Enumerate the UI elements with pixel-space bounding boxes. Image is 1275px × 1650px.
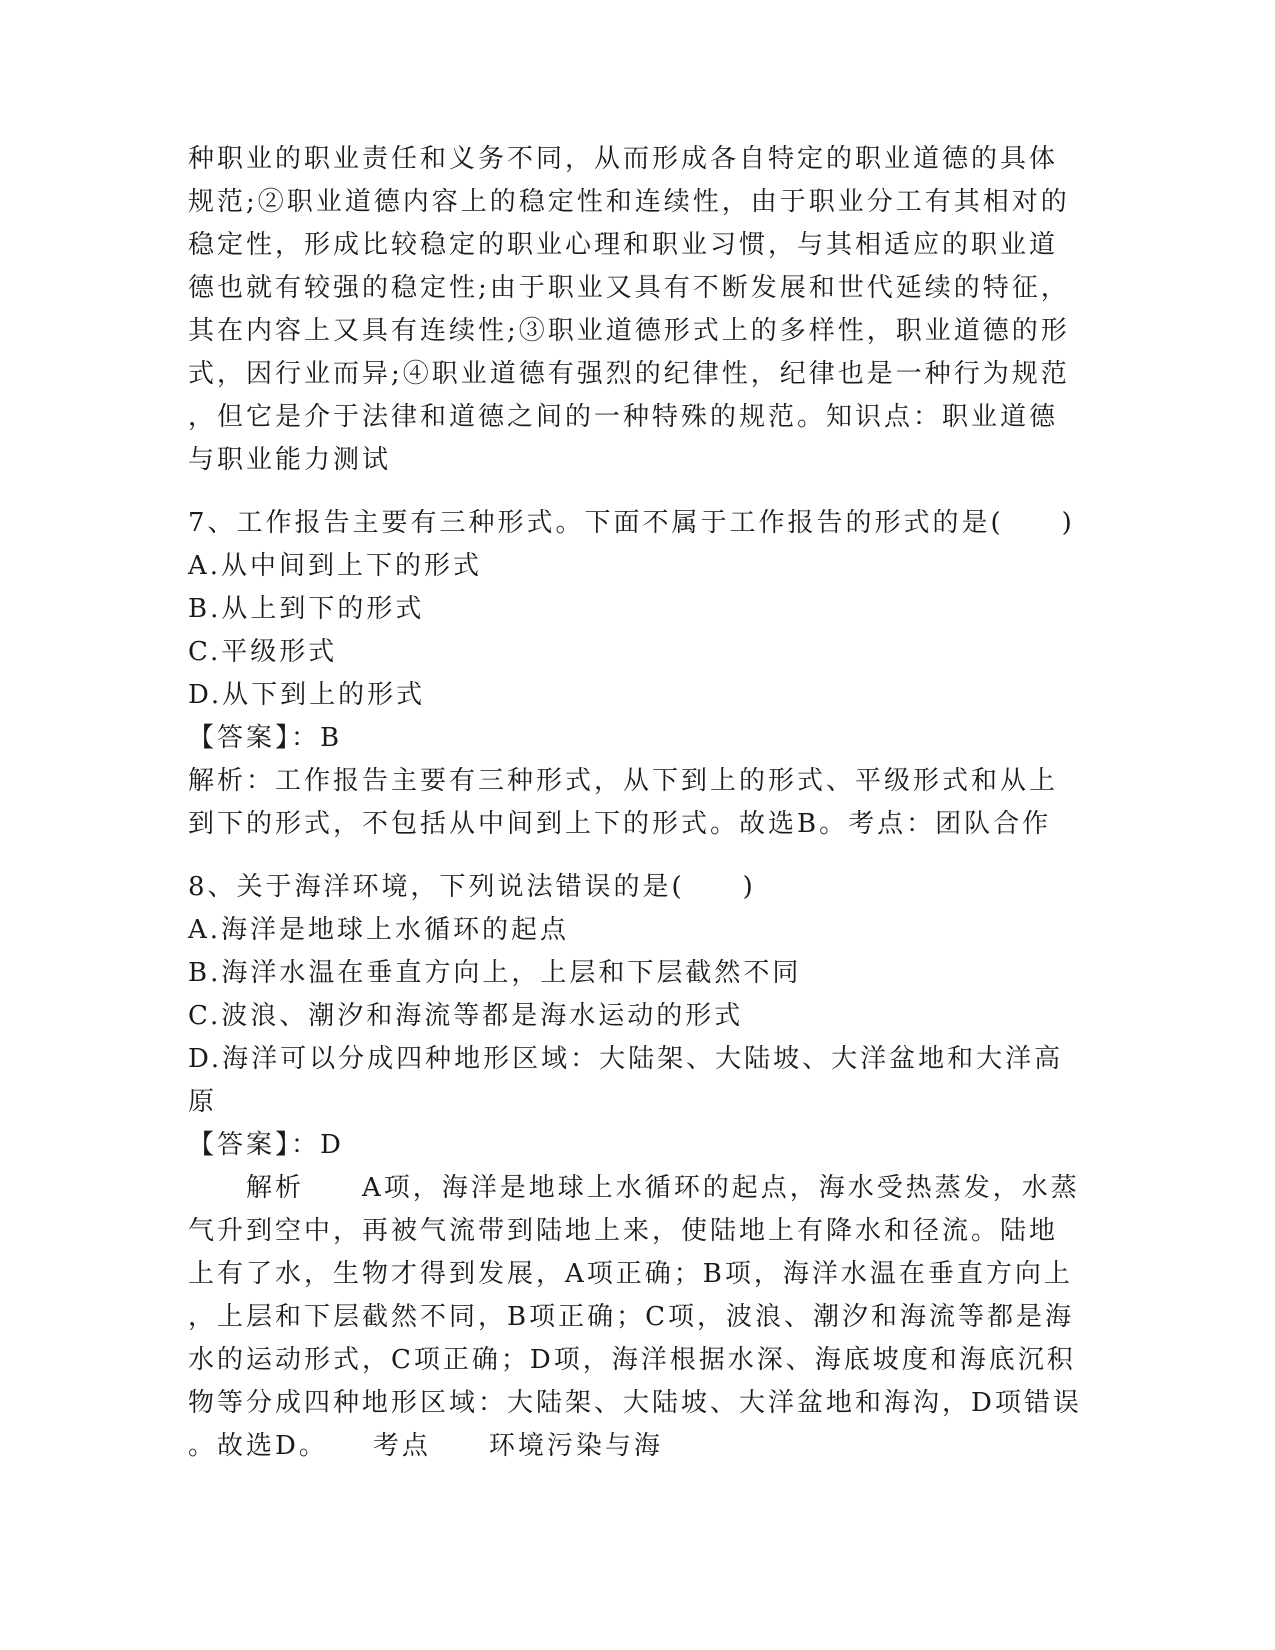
previous-explanation xyxy=(188,138,1088,482)
analysis-line: 水的运动形式，C项正确；D项，海洋根据水深、海底坡度和海底沉积 xyxy=(188,1345,1076,1375)
analysis-line: ，上层和下层截然不同，B项正确；C项，波浪、潮汐和海流等都是海 xyxy=(188,1302,1075,1332)
question-stem: 7、工作报告主要有三种形式。下面不属于工作报告的形式的是( ) xyxy=(188,508,1075,538)
answer: 【答案】：B xyxy=(188,723,343,753)
text-line: ，但它是介于法律和道德之间的一种特殊的规范。知识点：职业道德 xyxy=(188,402,1059,432)
spacer xyxy=(188,482,1088,502)
question-8 xyxy=(188,866,1088,1468)
analysis-line: 。故选D。 考点 环境污染与海 xyxy=(188,1431,663,1461)
text-line: 其在内容上又具有连续性;③职业道德形式上的多样性，职业道德的形 xyxy=(188,316,1070,346)
analysis-line: 解析：工作报告主要有三种形式，从下到上的形式、平级形式和从上 xyxy=(188,766,1059,796)
option-c: C.波浪、潮汐和海流等都是海水运动的形式 xyxy=(188,1001,744,1031)
option-d: D.从下到上的形式 xyxy=(188,680,426,710)
question-stem: 8、关于海洋环境，下列说法错误的是( ) xyxy=(188,872,756,902)
option-c: C.平级形式 xyxy=(188,637,338,667)
analysis-line: 到下的形式，不包括从中间到上下的形式。故选B。考点：团队合作 xyxy=(188,809,1052,839)
document-page xyxy=(188,138,1088,1468)
option-a: A.从中间到上下的形式 xyxy=(188,551,483,581)
answer: 【答案】：D xyxy=(188,1130,344,1160)
text-line: 种职业的职业责任和义务不同，从而形成各自特定的职业道德的具体 xyxy=(188,144,1059,174)
text-line: 式，因行业而异;④职业道德有强烈的纪律性，纪律也是一种行为规范 xyxy=(188,359,1070,389)
option-d: D.海洋可以分成四种地形区域：大陆架、大陆坡、大洋盆地和大洋高 xyxy=(188,1044,1064,1074)
analysis-line: 上有了水，生物才得到发展，A项正确；B项，海洋水温在垂直方向上 xyxy=(188,1259,1073,1289)
analysis-line: 物等分成四种地形区域：大陆架、大陆坡、大洋盆地和海沟，D项错误 xyxy=(188,1388,1082,1418)
text-line: 与职业能力测试 xyxy=(188,445,392,475)
text-line: 规范;②职业道德内容上的稳定性和连续性，由于职业分工有其相对的 xyxy=(188,187,1070,217)
text-line: 德也就有较强的稳定性;由于职业又具有不断发展和世代延续的特征， xyxy=(188,273,1070,303)
option-b: B.海洋水温在垂直方向上，上层和下层截然不同 xyxy=(188,958,802,988)
question-7 xyxy=(188,502,1088,846)
spacer xyxy=(188,846,1088,866)
text-line: 稳定性，形成比较稳定的职业心理和职业习惯，与其相适应的职业道 xyxy=(188,230,1059,260)
analysis-line: 解析 A项，海洋是地球上水循环的起点，海水受热蒸发，水蒸 xyxy=(188,1173,1080,1203)
option-b: B.从上到下的形式 xyxy=(188,594,425,624)
option-d-continued: 原 xyxy=(188,1087,218,1117)
analysis-line: 气升到空中，再被气流带到陆地上来，使陆地上有降水和径流。陆地 xyxy=(188,1216,1059,1246)
option-a: A.海洋是地球上水循环的起点 xyxy=(188,915,570,945)
